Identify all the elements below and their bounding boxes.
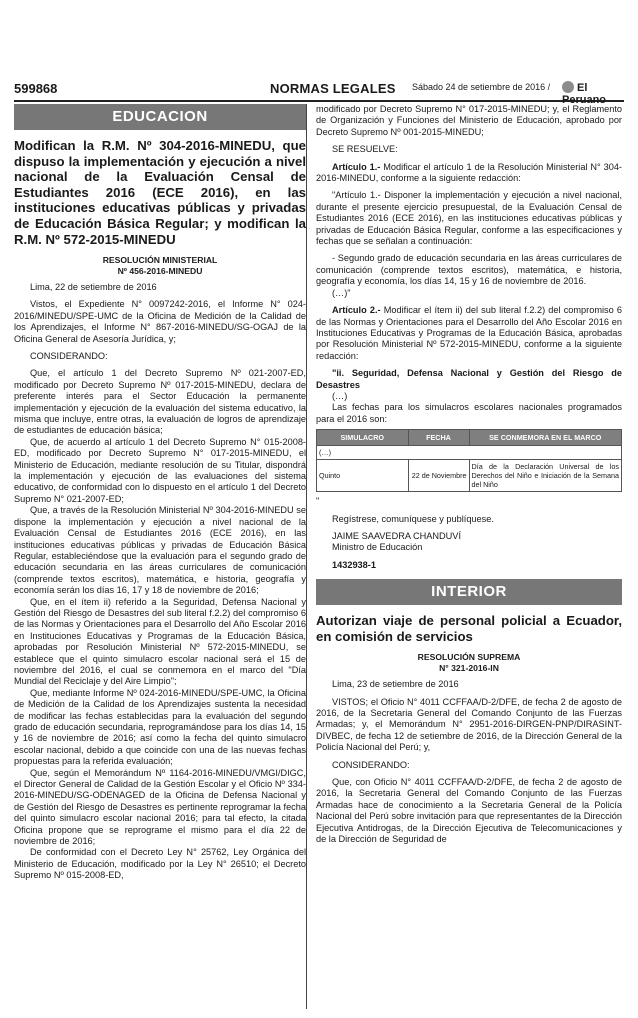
paragraph: Que, a través de la Resolución Ministerial Nº 304-2016-MINEDU se dispone la implementación y ejecución a nivel nacional de la Evaluación Censal de Estudiantes 2016 (ECE 2016), en las instituciones educativas públicas y privadas de Educación Básica Regular, estableciéndose que la evaluación para el segundo grado de educación secundaria en las áreas curriculares de comunicación (comprende textos escritos), matemática, e historia, geografía y economía serán los días 16, 17 y 18 de noviembre de 2016; — [14, 505, 306, 596]
left-column — [14, 104, 306, 882]
interior-resolution-number: N° 321-2016-IN — [439, 662, 499, 673]
article-1 — [316, 162, 622, 185]
issue-date: Sábado 24 de setiembre de 2016 / — [412, 82, 551, 92]
date-line: Lima, 22 de setiembre de 2016 — [30, 281, 157, 292]
article-1-end: (…)" — [332, 287, 351, 298]
interior-considerando: CONSIDERANDO: — [332, 759, 410, 770]
table-cell-fecha: 22 de Noviembre — [408, 460, 469, 492]
paragraph: Que, según el Memorándum Nº 1164-2016-MINEDU/VMGI/DIGC, el Director General de Calidad de la Gestión Escolar y el Oficio Nº 334-2016-MINEDU/SG-ODENAGED de la Oficina de Defensa Nacional y de Gestión del Riesgo de Desastres es pertinente reprogramar la fecha del quinto simulacro escolar nacional 2016; para tal efecto, la citada Oficina propone que se reprograme el mismo para el día 22 de noviembre de 2016; — [14, 767, 306, 847]
table-row — [317, 460, 622, 492]
article-1-item: - Segundo grado de educación secundaria en las áreas curriculares de comunicación (comprende textos escritos), matemática, e historia, geografía y economía, los días 14, 15 y 16 de noviembre de 2016. — [316, 253, 622, 287]
interior-vistos: VISTOS; el Oficio N° 4011 CCFFAA/D-2/DFE, de fecha 2 de agosto de 2016, de la Secretaria General del Comando Conjunto de las Fuerzas Armadas; y, el Memorándum N° 2951-2016-DIRGEN-PNP/DIRASINT-DIVBEC, de fecha 12 de setiembre de 2016, de la Dirección General de la Policía Nacional del Perú; y, — [316, 696, 622, 753]
vistos-paragraph: Vistos, el Expediente N° 0097242-2016, el Informe N° 024-2016/MINEDU/SPE-UMC de la Oficina de Medición de la Calidad de los Aprendizajes, el Informe N° 867-2016-MINEDU/SG-OGAJ de la Oficina General de Asesoría Jurídica, y; — [14, 299, 306, 344]
interior-date-line: Lima, 23 de setiembre de 2016 — [332, 679, 459, 690]
newspaper-name-text: El Peruano — [562, 82, 607, 106]
article-1-quote: "Artículo 1.- Disponer la implementación y ejecución a nivel nacional, durante el presente ejercicio presupuestal, de la Evaluación Censal de Estudiantes 2016 (ECE 2016), en las instituciones educativas públicas y privadas de Educación Básica Regular, conforme a las especificaciones y fechas que se señalan a continuación: — [316, 190, 622, 247]
table-cell-conmemora: Día de la Declaración Universal de los Derechos del Niño e Iniciación de la Semana del Niño — [469, 460, 622, 492]
right-column — [316, 104, 622, 845]
column-divider — [306, 104, 307, 1009]
educacion-banner: EDUCACION — [14, 104, 306, 130]
resolution-title: RESOLUCIÓN MINISTERIAL — [102, 255, 218, 266]
article-2-quote-text: Las fechas para los simulacros escolares nacionales programados para el 2016 son: — [316, 402, 622, 424]
signer-name: JAIME SAAVEDRA CHANDUVÍ — [332, 530, 461, 541]
section-title: NORMAS LEGALES — [270, 81, 396, 96]
signer-title: Ministro de Educación — [332, 542, 423, 553]
registrese-line: Regístrese, comuníquese y publíquese. — [332, 513, 494, 524]
newspaper-name — [562, 81, 624, 106]
paragraph: Que, el artículo 1 del Decreto Supremo Nº 021-2007-ED, modificado por Decreto Supremo Nº 017-2015-MINEDU, declara de preferente interés para el Sector Educación la permanente implementación y ejecución de la evaluación del sistema educativo, la misma que incluye, entre otras, la evaluación de logros de aprendizaje de estudiantes de educación básica; — [14, 368, 306, 436]
table-header-conmemora: SE CONMEMORA EN EL MARCO — [469, 430, 622, 446]
paragraph: Que, en el ítem ii) referido a la Seguridad, Defensa Nacional y Gestión del Riesgo de Desastres del sub literal f.2.2) del compromiso 6 de las Normas y Orientaciones para el Desarrollo del Año Escolar 2016 en Instituciones Educativas y Programas de la Educación Básica, aprobadas por Resolución Ministerial Nº 572-2015-MINEDU, se establece que el quinto simulacro escolar nacional será el 15 de noviembre del 2016, el cual se conmemora en el marco del "Día Mundial del Reciclaje y del Aire Limpio"; — [14, 596, 306, 687]
article-1-label: Artículo 1.- — [332, 161, 381, 172]
paragraph: Que, mediante Informe Nº 024-2016-MINEDU/SPE-UMC, la Oficina de Medición de la Calidad de los Aprendizajes sustenta la necesidad de modificar las fechas establecidas para la evaluación del segundo grado de educación secundaria, reprogramándose para los días 14, 15 y 16 de noviembre de 2016; así como la fecha del quinto simulacro escolar nacional, debido a que coincide con una de las nuevas fechas propuestas para la referida evaluación; — [14, 687, 306, 767]
continuation-paragraph: modificado por Decreto Supremo N° 017-2015-MINEDU; y, el Reglamento de Organización y Funciones del Ministerio de Educación, aprobado por Decreto Supremo Nº 001-2015-MINEDU; — [316, 104, 622, 137]
article-2 — [316, 305, 622, 362]
publication-code: 1432938-1 — [332, 559, 376, 570]
educacion-headline: Modifican la R.M. Nº 304-2016-MINEDU, que dispuso la implementación y ejecución a nivel nacional de la Evaluación Censal de Estudiantes 2016 (ECE 2016), en las instituciones educativas públicas y privadas de Educación Básica Regular; y modifican la R.M. Nº 572-2015-MINEDU — [14, 138, 306, 247]
article-2-text: Modificar el ítem ii) del sub literal f.2.2) del compromiso 6 de las Normas y Orientaciones para el Desarrollo del Año Escolar 2016 en Instituciones Educativas y Programas de la Educación Básica, aprobadas por Resolución Ministerial Nº 572-2015-MINEDU, conforme a la siguiente redacción: — [316, 305, 622, 361]
interior-banner: INTERIOR — [316, 579, 622, 605]
sun-logo-icon — [562, 81, 574, 93]
table-header-simulacro: SIMULACRO — [317, 430, 409, 446]
article-2-ellipsis: (…) — [332, 390, 348, 401]
close-quote: " — [316, 496, 320, 507]
resolution-number: Nº 456-2016-MINEDU — [117, 265, 203, 276]
interior-headline: Autorizan viaje de personal policial a Ecuador, en comisión de servicios — [316, 613, 622, 644]
se-resuelve-label: SE RESUELVE: — [332, 144, 398, 155]
considerando-label: CONSIDERANDO: — [30, 351, 108, 361]
page-header — [14, 78, 624, 106]
interior-resolution-heading — [316, 652, 622, 673]
paragraph: De conformidad con el Decreto Ley N° 25762, Ley Orgánica del Ministerio de Educación, modificado por la Ley N° 26510; el Decreto Supremo Nº 015-2008-ED, — [14, 847, 306, 881]
resolution-heading — [14, 255, 306, 276]
table-cell-simulacro: Quinto — [317, 460, 409, 492]
interior-resolution-title: RESOLUCIÓN SUPREMA — [417, 652, 521, 663]
article-2-quote-title: "ii. Seguridad, Defensa Nacional y Gestión del Riesgo de Desastres — [316, 368, 622, 390]
page-number: 599868 — [14, 81, 58, 96]
table-row — [317, 446, 622, 460]
article-2-label: Artículo 2.- — [332, 305, 381, 316]
paragraph: Que, de acuerdo al artículo 1 del Decreto Supremo N° 015-2008-ED, modificado por Decreto Supremo N° 017-2015-MINEDU, el Ministerio de Educación, mediante resolución de su Titular, dispondrá la implementación y ejecución de las evaluaciones del sistema educativo, de conformidad con lo dispuesto en el artículo 1 del Decreto Supremo N° 021-2007-ED; — [14, 436, 306, 504]
table-ellipsis-cell: (…) — [317, 446, 622, 460]
simulacro-table — [316, 429, 622, 492]
interior-paragraph: Que, con Oficio N° 4011 CCFFAA/D-2/DFE, de fecha 2 de agosto de 2016, la Secretaria General del Comando Conjunto de las Fuerzas Armadas hace de conocimiento a la Secretaria General de la Policía Nacional del Perú sobre invitación para que representantes de la Dirección Ejecutiva Antidrogas, de la Dirección Ejecutiva de Telecomunicaciones y de la Dirección de Seguridad de — [316, 777, 622, 845]
table-header-row — [317, 430, 622, 446]
article-1-text: Modificar el artículo 1 de la Resolución Ministerial N° 304-2016-MINEDU, conforme a la siguiente redacción: — [316, 161, 622, 184]
table-header-fecha: FECHA — [408, 430, 469, 446]
